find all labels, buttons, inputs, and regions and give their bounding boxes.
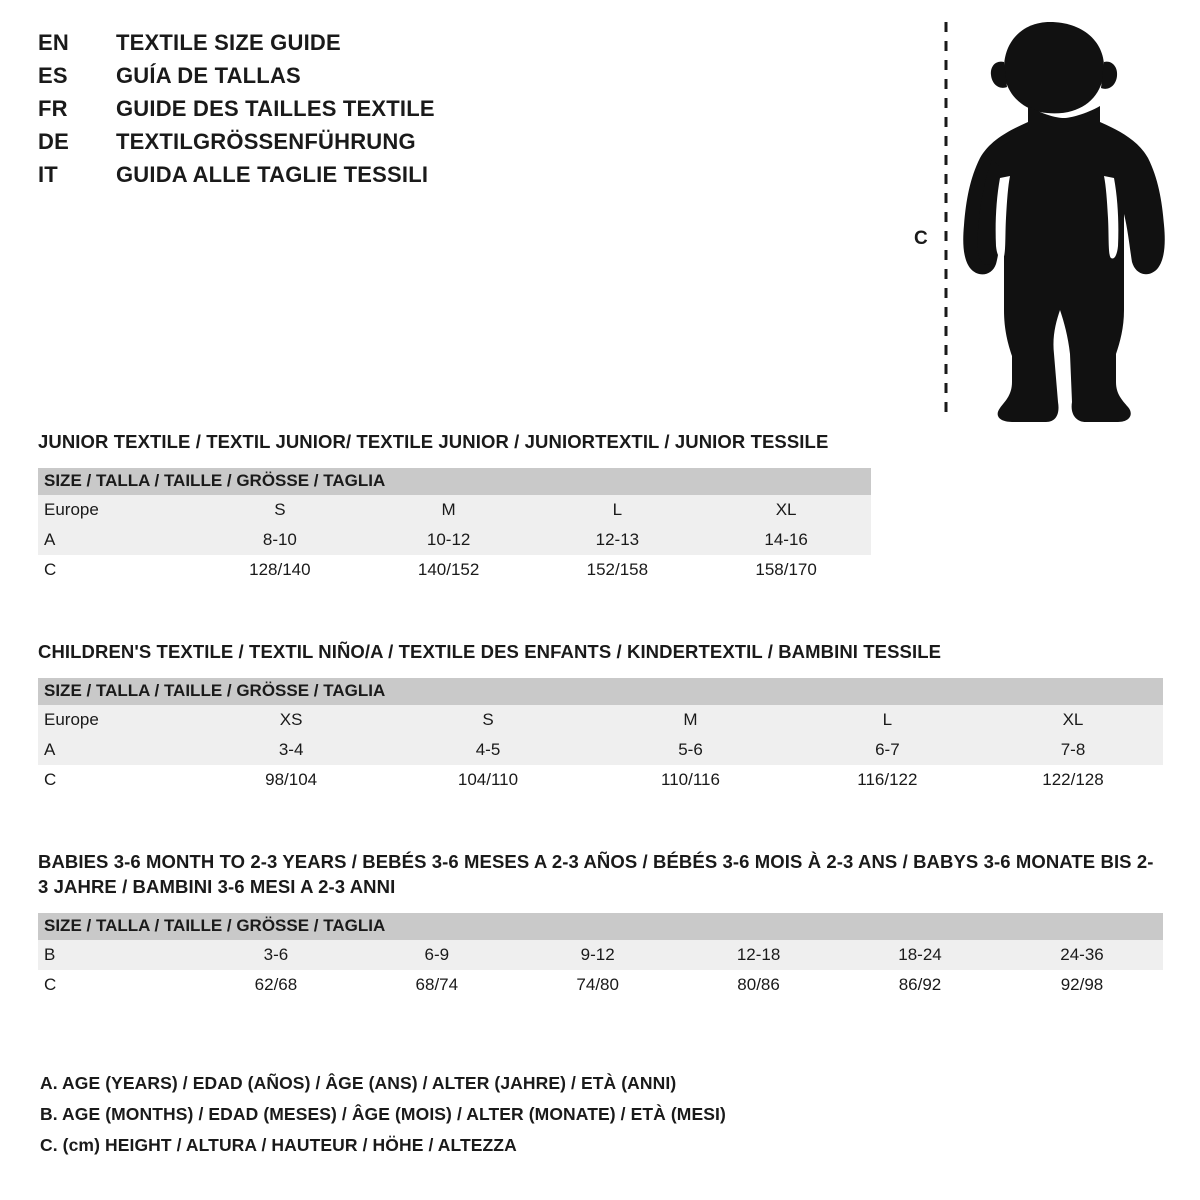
cell-value: 12-18	[678, 940, 839, 970]
section-junior-title: JUNIOR TEXTILE / TEXTIL JUNIOR/ TEXTILE JUNIOR / JUNIORTEXTIL / JUNIOR TESSILE	[38, 431, 829, 452]
height-measure-figure	[900, 10, 1180, 430]
note-b: B. AGE (MONTHS) / EDAD (MESES) / ÂGE (MOIS) / ALTER (MONATE) / ETÀ (MESI)	[40, 1104, 726, 1124]
cell-value: 128/140	[196, 555, 365, 585]
cell-value: M	[589, 705, 792, 735]
cell-value: XS	[196, 705, 387, 735]
cell-value: 6-9	[356, 940, 517, 970]
babies-band-label: SIZE / TALLA / TAILLE / GRÖSSE / TAGLIA	[38, 913, 1163, 940]
cell-value: 80/86	[678, 970, 839, 1000]
cell-value: 122/128	[983, 765, 1163, 795]
row-label: B	[38, 940, 196, 970]
children-size-table	[38, 678, 1163, 795]
toddler-silhouette-icon	[900, 10, 1180, 430]
legend-notes	[40, 1068, 1140, 1161]
table-row	[38, 735, 1163, 765]
cell-value: 152/158	[533, 555, 702, 585]
cell-value: 158/170	[702, 555, 871, 585]
header-text-fr: GUIDE DES TAILLES TEXTILE	[116, 96, 435, 121]
header-lang-de: DE	[38, 129, 69, 154]
row-label: A	[38, 735, 196, 765]
header-lang-fr: FR	[38, 96, 68, 121]
header-text-en: TEXTILE SIZE GUIDE	[116, 30, 341, 55]
babies-size-table	[38, 913, 1163, 1000]
language-header	[38, 30, 658, 195]
table-row	[38, 940, 1163, 970]
header-text-de: TEXTILGRÖSSENFÜHRUNG	[116, 129, 416, 154]
note-a: A. AGE (YEARS) / EDAD (AÑOS) / ÂGE (ANS) / ALTER (JAHRE) / ETÀ (ANNI)	[40, 1073, 677, 1093]
table-row	[38, 525, 1163, 555]
cell-value: 62/68	[196, 970, 357, 1000]
cell-value: 86/92	[839, 970, 1001, 1000]
row-spacer	[871, 525, 1164, 555]
cell-value: 74/80	[517, 970, 678, 1000]
junior-band-label: SIZE / TALLA / TAILLE / GRÖSSE / TAGLIA	[38, 468, 871, 495]
row-label: C	[38, 765, 196, 795]
junior-size-table	[38, 468, 1163, 585]
cell-value: 92/98	[1001, 970, 1163, 1000]
cell-value: L	[533, 495, 702, 525]
header-row-es	[38, 63, 658, 96]
table-row	[38, 970, 1163, 1000]
cell-value: S	[387, 705, 590, 735]
row-spacer	[871, 495, 1164, 525]
band-spacer	[871, 468, 1164, 495]
cell-value: 24-36	[1001, 940, 1163, 970]
row-label: C	[38, 970, 196, 1000]
section-children	[38, 640, 1163, 795]
row-label: A	[38, 525, 196, 555]
section-babies-title: BABIES 3-6 MONTH TO 2-3 YEARS / BEBÉS 3-6 MESES A 2-3 AÑOS / BÉBÉS 3-6 MOIS À 2-3 ANS / BABYS 3-6 MONATE BIS 2-3 JAHRE / BAMBINI 3-6 MESI A 2-3 ANNI	[38, 851, 1154, 897]
cell-value: 9-12	[517, 940, 678, 970]
header-row-it	[38, 162, 658, 195]
cell-value: 104/110	[387, 765, 590, 795]
cell-value: 116/122	[792, 765, 983, 795]
table-row	[38, 495, 1163, 525]
section-junior	[38, 430, 1163, 585]
header-text-es: GUÍA DE TALLAS	[116, 63, 301, 88]
section-children-title: CHILDREN'S TEXTILE / TEXTIL NIÑO/A / TEXTILE DES ENFANTS / KINDERTEXTIL / BAMBINI TESSILE	[38, 641, 942, 662]
cell-value: L	[792, 705, 983, 735]
header-lang-it: IT	[38, 162, 58, 187]
cell-value: 14-16	[702, 525, 871, 555]
cell-value: S	[196, 495, 365, 525]
table-band-row	[38, 913, 1163, 940]
header-row-fr	[38, 96, 658, 129]
row-label: Europe	[38, 705, 196, 735]
table-row	[38, 765, 1163, 795]
row-label: Europe	[38, 495, 196, 525]
measure-label-c: C	[914, 228, 928, 249]
cell-value: XL	[983, 705, 1163, 735]
cell-value: 110/116	[589, 765, 792, 795]
cell-value: 12-13	[533, 525, 702, 555]
row-spacer	[871, 555, 1164, 585]
cell-value: 6-7	[792, 735, 983, 765]
cell-value: 3-4	[196, 735, 387, 765]
cell-value: 140/152	[364, 555, 533, 585]
cell-value: M	[364, 495, 533, 525]
cell-value: 7-8	[983, 735, 1163, 765]
cell-value: 10-12	[364, 525, 533, 555]
table-row	[38, 705, 1163, 735]
children-band-label: SIZE / TALLA / TAILLE / GRÖSSE / TAGLIA	[38, 678, 1163, 705]
header-row-en	[38, 30, 658, 63]
toddler-body	[963, 22, 1165, 422]
table-band-row	[38, 678, 1163, 705]
cell-value: 5-6	[589, 735, 792, 765]
cell-value: 3-6	[196, 940, 357, 970]
cell-value: 18-24	[839, 940, 1001, 970]
header-lang-en: EN	[38, 30, 69, 55]
header-row-de	[38, 129, 658, 162]
row-label: C	[38, 555, 196, 585]
note-c: C. (cm) HEIGHT / ALTURA / HAUTEUR / HÖHE / ALTEZZA	[40, 1135, 517, 1155]
cell-value: 8-10	[196, 525, 365, 555]
cell-value: 4-5	[387, 735, 590, 765]
header-lang-es: ES	[38, 63, 68, 88]
cell-value: 68/74	[356, 970, 517, 1000]
cell-value: XL	[702, 495, 871, 525]
cell-value: 98/104	[196, 765, 387, 795]
table-band-row	[38, 468, 1163, 495]
section-babies	[38, 850, 1163, 1000]
table-row	[38, 555, 1163, 585]
header-text-it: GUIDA ALLE TAGLIE TESSILI	[116, 162, 429, 187]
